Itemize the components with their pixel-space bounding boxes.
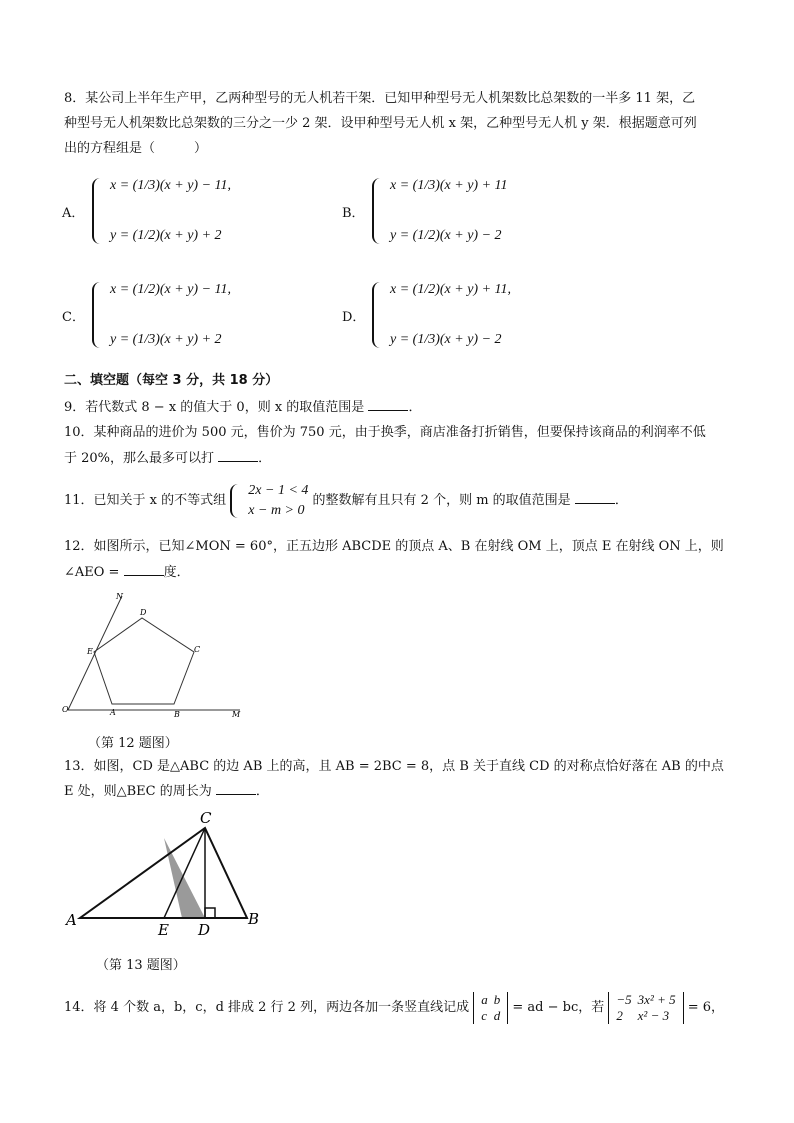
brace: [230, 484, 242, 518]
q11-pre: 11．已知关于 x 的不等式组: [64, 493, 227, 508]
det-entry: −5: [616, 991, 632, 1007]
q8-line2: 种型号无人机架数比总架数的三分之一少 2 架．设甲种型号无人机 x 架，乙种型号无人机 y 架．根据题意可列: [64, 116, 697, 131]
q8-line1: 8．某公司上半年生产甲，乙两种型号的无人机若干架．已知甲种型号无人机架数比总架数的一半多 11 架，乙: [64, 91, 696, 106]
q9-text: 9．若代数式 8 − x 的值大于 0，则 x 的取值范围是: [64, 400, 365, 415]
label-e: E: [87, 647, 93, 656]
det-entry: d: [493, 1007, 501, 1023]
det-entry: a: [481, 991, 488, 1007]
equation: y = (1/2)(x + y) + 2: [110, 228, 222, 243]
q8-option-a: [62, 178, 231, 244]
equation: x = (1/3)(x + y) − 11,: [110, 178, 231, 193]
det-entry: 3x² + 5: [637, 991, 676, 1007]
answer-blank[interactable]: [218, 449, 258, 462]
label-d: D: [140, 608, 147, 617]
answer-blank[interactable]: [368, 398, 408, 411]
label-o: O: [62, 705, 69, 714]
det-entry: 2: [616, 1007, 623, 1023]
q13-text: E 处，则△BEC 的周长为: [64, 784, 212, 799]
equation: x = (1/2)(x + y) − 11,: [110, 282, 231, 297]
option-label: A．: [62, 205, 85, 221]
section-heading: 二、填空题（每空 3 分，共 18 分）: [64, 373, 279, 388]
q14-pre: 14．将 4 个数 a，b，c，d 排成 2 行 2 列，两边各加一条竖直线记成: [64, 1000, 470, 1015]
q10-line2: [64, 449, 271, 468]
q8-option-c: [62, 282, 231, 348]
q8-line3: 出的方程组是（ ）: [64, 141, 208, 156]
answer-blank[interactable]: [575, 491, 615, 504]
answer-blank[interactable]: [124, 563, 164, 576]
q14-mid: = ad − bc，若: [512, 1000, 605, 1015]
q13-line1: 13．如图，CD 是△ABC 的边 AB 上的高，且 AB = 2BC = 8，点 B 关于直线 CD 的对称点恰好落在 AB 的中点: [64, 759, 724, 774]
inequality: x − m > 0: [248, 502, 305, 518]
answer-blank[interactable]: [216, 782, 256, 795]
label-c: C: [194, 645, 201, 654]
q13-line2: [64, 782, 269, 801]
q9: [64, 398, 421, 417]
brace: [372, 282, 384, 348]
label-m: M: [232, 710, 241, 719]
det-entry: b: [493, 991, 501, 1007]
option-label: B．: [342, 205, 365, 221]
brace: [372, 178, 384, 244]
label-d: D: [198, 921, 211, 939]
det-entry: c: [481, 1007, 488, 1023]
q14: [64, 988, 724, 1028]
equation: y = (1/3)(x + y) − 2: [390, 332, 502, 347]
q11-end: ．: [614, 493, 628, 508]
q8-option-b: [342, 178, 507, 244]
label-n: N: [116, 592, 123, 601]
determinant-definition: [473, 992, 508, 1024]
label-a: A: [110, 708, 116, 717]
q11: [64, 481, 628, 521]
equation: y = (1/3)(x + y) + 2: [110, 332, 222, 347]
label-e: E: [158, 921, 169, 939]
det-entry: x² − 3: [637, 1007, 670, 1023]
q10-line1: 10．某种商品的进价为 500 元，售价为 750 元，由于换季，商店准备打折销售，但要保持该商品的利润率不低: [64, 425, 706, 440]
figure-caption: （第 13 题图）: [96, 958, 186, 973]
q10-text: 于 20%，那么最多可以打: [64, 451, 215, 466]
q12-end: 度．: [163, 565, 190, 580]
triangle-figure: [62, 808, 272, 940]
figure-caption: （第 12 题图）: [88, 736, 178, 751]
q8-option-d: [342, 282, 511, 348]
option-label: D．: [342, 309, 366, 325]
equation: x = (1/2)(x + y) + 11,: [390, 282, 511, 297]
triangle-abc: [80, 828, 247, 918]
equation: y = (1/2)(x + y) − 2: [390, 228, 502, 243]
inequality: 2x − 1 < 4: [248, 482, 309, 498]
right-angle-mark: [205, 908, 215, 918]
q13-end: ．: [255, 784, 269, 799]
label-a: A: [66, 911, 77, 929]
q9-end: ．: [408, 400, 422, 415]
option-label: C．: [62, 309, 85, 325]
q12-line1: 12．如图所示，已知∠MON = 60°，正五边形 ABCDE 的顶点 A、B 在射线 OM 上，顶点 E 在射线 ON 上，则: [64, 539, 724, 554]
q12-line2: [64, 563, 190, 582]
q14-post: = 6，: [687, 1000, 725, 1015]
equation: x = (1/3)(x + y) + 11: [390, 178, 508, 193]
brace: [92, 178, 104, 244]
ray-on: [68, 596, 122, 710]
label-c: C: [200, 809, 212, 827]
pentagon-figure: [60, 588, 250, 720]
q10-end: ．: [258, 451, 272, 466]
determinant-equation: [608, 992, 683, 1024]
inequality-system: [230, 483, 308, 519]
label-b: B: [248, 910, 260, 928]
brace: [92, 282, 104, 348]
q11-post: 的整数解有且只有 2 个，则 m 的取值范围是: [312, 493, 571, 508]
q12-text: ∠AEO =: [64, 565, 120, 580]
label-b: B: [174, 710, 180, 719]
pentagon: [94, 618, 194, 704]
